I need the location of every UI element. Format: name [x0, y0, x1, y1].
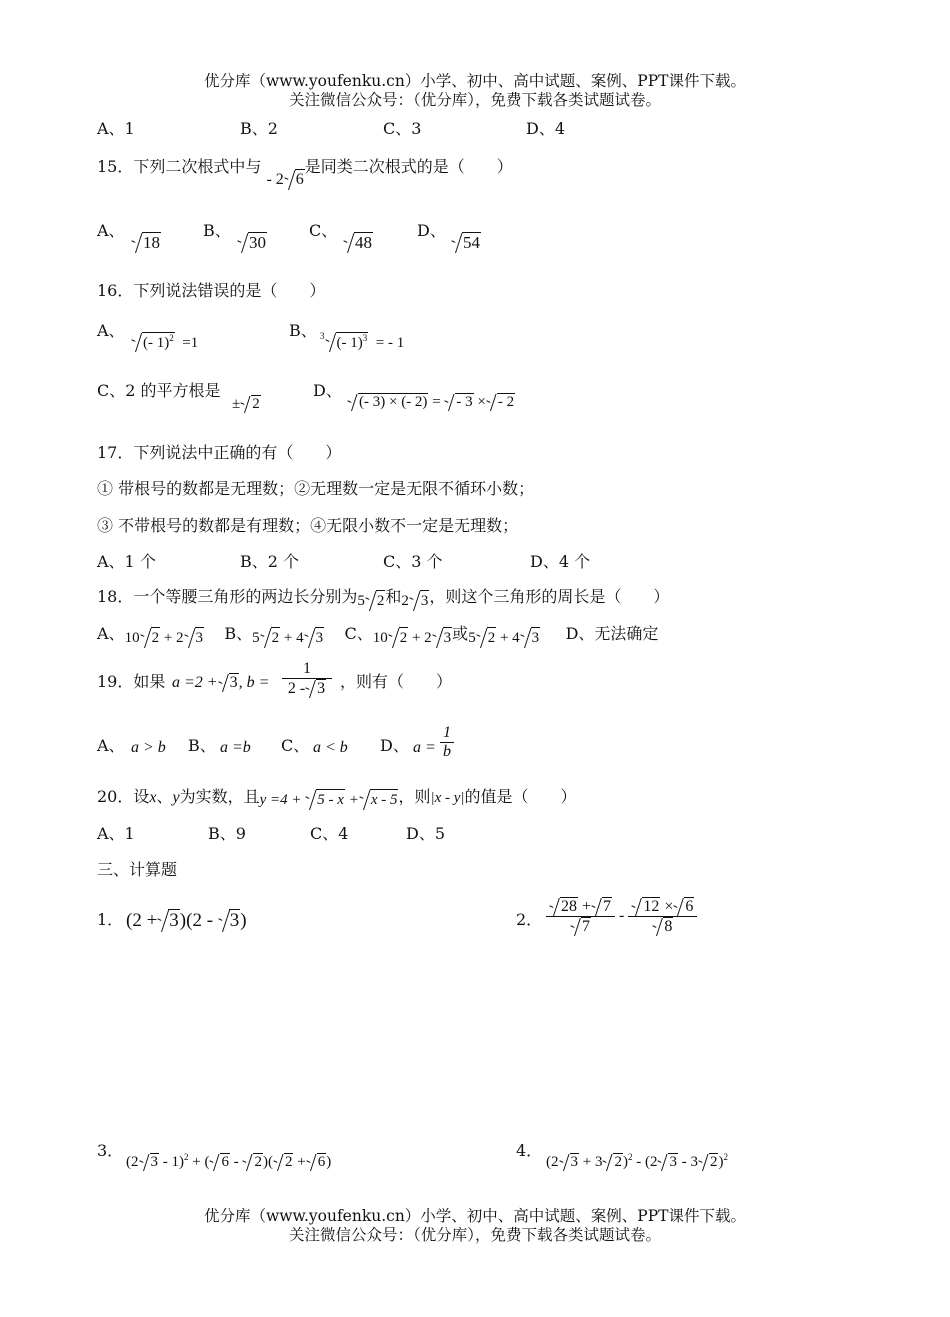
q16-stem: 16．下列说法错误的是（ ） [97, 281, 326, 300]
q18-c-label: C、 [344, 624, 373, 643]
q20-sep: 、 [156, 787, 173, 806]
q15-option-d-value [451, 232, 481, 253]
q16-d-eq: = [432, 394, 441, 410]
q15-a-rad: 18 [143, 233, 160, 252]
calc-2-label: 2． [516, 910, 543, 929]
q16-c-text: C、2 的平方根是 [97, 381, 221, 400]
q16-a-rhs: =1 [182, 335, 199, 351]
q20-stem [97, 787, 577, 808]
q18-d-text: D、无法确定 [565, 624, 659, 643]
calc-3-r5: 6 [317, 1154, 326, 1170]
q17-statement-1: ① 带根号的数都是无理数；②无理数一定是无限不循环小数； [97, 479, 535, 498]
section-3-title: 三、计算题 [97, 860, 178, 879]
q18-v2: 2 [401, 593, 409, 609]
q18-a-r1: 2 [151, 627, 161, 648]
q20-plus: + [348, 792, 359, 808]
q19-opt-d-label: D、 [380, 736, 409, 755]
q18-c-c1: 10 [372, 630, 388, 646]
q14-option-c: C、3 [383, 119, 422, 138]
calc-3-d: - [233, 1154, 239, 1170]
calc-4-c: ) [622, 1154, 628, 1170]
q14-option-b: B、2 [240, 119, 278, 138]
q15-c-label: C、 [309, 221, 338, 240]
q19-opt-d-frac [440, 724, 454, 761]
q18-a-plus: + 2 [163, 630, 184, 646]
footer-line-2: 关注微信公众号：（优分库），免费下载各类试题试卷。 [288, 1226, 661, 1244]
calc-4-r4: 2 [709, 1154, 718, 1170]
q19-opt-b-label: B、 [188, 736, 216, 755]
q20-option-c: C、4 [310, 824, 349, 843]
q17-option-b: B、2 个 [240, 552, 300, 571]
q18-c-c2: 5 [468, 630, 476, 646]
q18-v2-rad: 3 [420, 590, 430, 611]
q20-y: y [172, 789, 180, 806]
q18-c-or: 或 [452, 624, 469, 643]
q15-option-d [417, 221, 446, 241]
q14-option-a: A、1 [97, 119, 135, 138]
calc-4-a: (2 [546, 1154, 559, 1170]
q16-d-rad2: - 3 [456, 394, 473, 410]
calc-3-g: ) [326, 1154, 332, 1170]
q19-opt-d-lhs: a = [413, 739, 436, 756]
q18-c-r3: 2 [487, 627, 497, 648]
q15-option-b [203, 221, 231, 241]
q19-a-rad: 3 [229, 674, 238, 691]
calc-1-expr [126, 909, 247, 932]
calc-2-n1: 28 [561, 898, 577, 915]
q20-r2: x - 5 [370, 789, 399, 810]
header-line-1: 优分库（www.youfenku.cn）小学、初中、高中试题、案例、PPT课件下载。 [203, 72, 747, 90]
calc-3-r4: 2 [284, 1154, 293, 1170]
q20-option-a: A、1 [97, 824, 135, 843]
q19-frac-num: 1 [282, 660, 332, 679]
calc-4-b: + 3 [582, 1154, 603, 1170]
calc-3-e: )( [262, 1154, 273, 1170]
q17-statement-2: ③ 不带根号的数都是有理数；④无限小数不一定是无理数； [97, 516, 519, 535]
q16-c-rad: 2 [252, 396, 260, 412]
calc-2-plus: + [582, 898, 592, 915]
calc-4-f: ) [718, 1154, 724, 1170]
calc-1-b: )(2 - [179, 910, 214, 931]
q18-c-r4: 3 [531, 627, 541, 648]
q18-a-c1: 10 [124, 630, 140, 646]
q16-a-rad: (- 1) [143, 335, 170, 351]
q18-c-plus2: + 4 [499, 630, 520, 646]
q15-expression [266, 171, 304, 188]
q16-b-expr [320, 332, 404, 352]
q15-text: 15．下列二次根式中与 [97, 157, 262, 176]
calc-3-exp: 2 [184, 1152, 189, 1162]
calc-2-minus: - [619, 907, 625, 925]
q16-a-label: A、 [97, 321, 125, 340]
q20-abs: |x - y| [430, 790, 465, 806]
q15-d-label: D、 [417, 221, 446, 240]
q15-text2: 是同类二次根式的是（ ） [304, 157, 513, 176]
q18-text2: ，则这个三角形的周长是（ ） [429, 587, 670, 606]
q18-a-r2: 3 [195, 627, 205, 648]
q16-d-label: D、 [313, 381, 342, 400]
q19-a-def [172, 673, 269, 692]
q19-suffix: ，则有（ ） [340, 672, 453, 691]
calc-2-n2: 7 [603, 898, 612, 915]
calc-4-r3: 3 [669, 1154, 677, 1170]
q19-frac-den-rad: 3 [317, 680, 326, 697]
q18-v1: 5 [357, 593, 365, 609]
calc-3-a: (2 [126, 1154, 139, 1170]
q17-option-a: A、1 个 [97, 552, 156, 571]
q16-b-rad: (- 1) [336, 335, 363, 351]
q18-b-plus: + 4 [283, 630, 304, 646]
q19-fraction [282, 660, 332, 698]
calc-2-d1: 7 [582, 918, 591, 935]
q16-c-pm: ± [232, 396, 241, 412]
q19-opt-b: a =b [220, 739, 251, 756]
q16-b-index: 3 [320, 331, 325, 341]
q18-c-r2: 3 [443, 627, 453, 648]
q15-option-c-value [343, 232, 373, 253]
calc-4-e: - 3 [681, 1154, 698, 1170]
calc-2-times: × [664, 898, 674, 915]
q19-b-eq: , b = [238, 674, 270, 691]
calc-2-n3: 12 [643, 898, 660, 915]
q18-b-label: B、 [224, 624, 253, 643]
q16-c-expr [232, 395, 261, 413]
q17-option-d: D、4 个 [530, 552, 591, 571]
q18-b-r2: 3 [315, 627, 325, 648]
calc-2-expr [546, 897, 697, 936]
calc-4-d: - (2 [636, 1154, 658, 1170]
q19-opt-d-num: 1 [440, 724, 454, 743]
q16-b-label: B、 [289, 321, 317, 340]
calc-3-f: + [297, 1154, 306, 1170]
q17-stem: 17．下列说法中正确的有（ ） [97, 443, 342, 462]
calc-1-r1: 3 [169, 910, 179, 931]
q19-opt-a: a > b [131, 739, 166, 756]
q18-text1: 18．一个等腰三角形的两边长分别为 [97, 587, 358, 606]
q17-option-c: C、3 个 [383, 552, 443, 571]
q16-b-rhs: = - 1 [375, 335, 405, 351]
q15-d-rad: 54 [463, 233, 480, 252]
q18-c-r1: 2 [399, 627, 409, 648]
q15-radicand: 6 [295, 171, 304, 188]
calc-3-r3: 2 [254, 1154, 262, 1170]
calc-4-exp2: 2 [723, 1152, 728, 1162]
q19-opt-c-label: C、 [281, 736, 310, 755]
q19-prefix: 19．如果 [97, 672, 166, 691]
calc-4-exp1: 2 [627, 1152, 633, 1162]
q16-b-exp: 3 [362, 333, 368, 343]
q16-d-times: × [477, 394, 486, 410]
q16-a-exp: 2 [169, 333, 174, 343]
calc-3-c: + ( [192, 1154, 210, 1170]
q15-stem [97, 157, 513, 188]
header-line-2: 关注微信公众号：（优分库），免费下载各类试题试卷。 [288, 91, 661, 109]
q15-b-rad: 30 [249, 233, 266, 252]
q19-a-eq: a =2 + [172, 674, 218, 691]
q16-d-rad3: - 2 [497, 394, 515, 410]
q20-text4: 的值是（ ） [464, 787, 577, 806]
q18-b-r1: 2 [271, 627, 281, 648]
q19-frac-den: 2 - [287, 680, 306, 697]
q15-a-label: A、 [97, 221, 125, 240]
q15-coef: - 2 [266, 171, 284, 188]
q19-opt-a-label: A、 [97, 736, 125, 755]
q18-stem [97, 587, 669, 608]
q20-x: x [149, 789, 157, 806]
calc-3-label: 3． [97, 1141, 124, 1160]
q19-opt-c: a < b [313, 739, 348, 756]
calc-4-r2: 2 [614, 1154, 622, 1170]
q15-option-b-value [237, 232, 267, 253]
q18-options [97, 624, 658, 645]
calc-3-r2: 6 [221, 1154, 229, 1170]
calc-1-c: ) [240, 910, 247, 931]
calc-4-label: 4． [516, 1141, 543, 1160]
q15-option-a-value [131, 232, 161, 253]
q20-equation [260, 792, 399, 808]
q15-option-a [97, 221, 125, 241]
q20-eq: y =4 + [259, 792, 302, 808]
q19-opt-d-den: b [443, 743, 451, 760]
calc-3-b: - 1) [162, 1154, 184, 1170]
calc-1-r2: 3 [229, 910, 240, 931]
q18-b-c1: 5 [252, 630, 260, 646]
calc-3-expr [126, 1152, 331, 1171]
q20-option-d: D、5 [406, 824, 446, 843]
calc-3-r1: 3 [150, 1154, 158, 1170]
q18-v1-rad: 2 [376, 590, 386, 611]
q20-text2: 为实数，且 [179, 787, 260, 806]
q15-c-rad: 48 [355, 233, 372, 252]
q16-a-expr [131, 332, 198, 352]
q15-b-label: B、 [203, 221, 231, 240]
calc-1-a: (2 + [126, 910, 158, 931]
q18-and: 和 [385, 587, 402, 606]
calc-4-expr [546, 1152, 728, 1171]
q20-option-b: B、9 [208, 824, 246, 843]
calc-4-r1: 3 [570, 1154, 578, 1170]
q18-a-label: A、 [97, 624, 125, 643]
calc-2-n4: 6 [685, 898, 694, 915]
calc-2-d2: 8 [664, 918, 673, 935]
calc-1-label: 1． [97, 910, 124, 929]
q18-c-plus: + 2 [411, 630, 432, 646]
q15-option-c [309, 221, 337, 241]
q14-option-d: D、4 [526, 119, 566, 138]
footer-line-1: 优分库（www.youfenku.cn）小学、初中、高中试题、案例、PPT课件下载。 [203, 1207, 747, 1225]
q20-text1: 20．设 [97, 787, 150, 806]
q20-r1: 5 - x [316, 789, 345, 810]
q16-d-expr [347, 393, 515, 411]
q16-d-rad1: (- 3) × (- 2) [359, 394, 428, 410]
q20-text3: ，则 [398, 787, 431, 806]
